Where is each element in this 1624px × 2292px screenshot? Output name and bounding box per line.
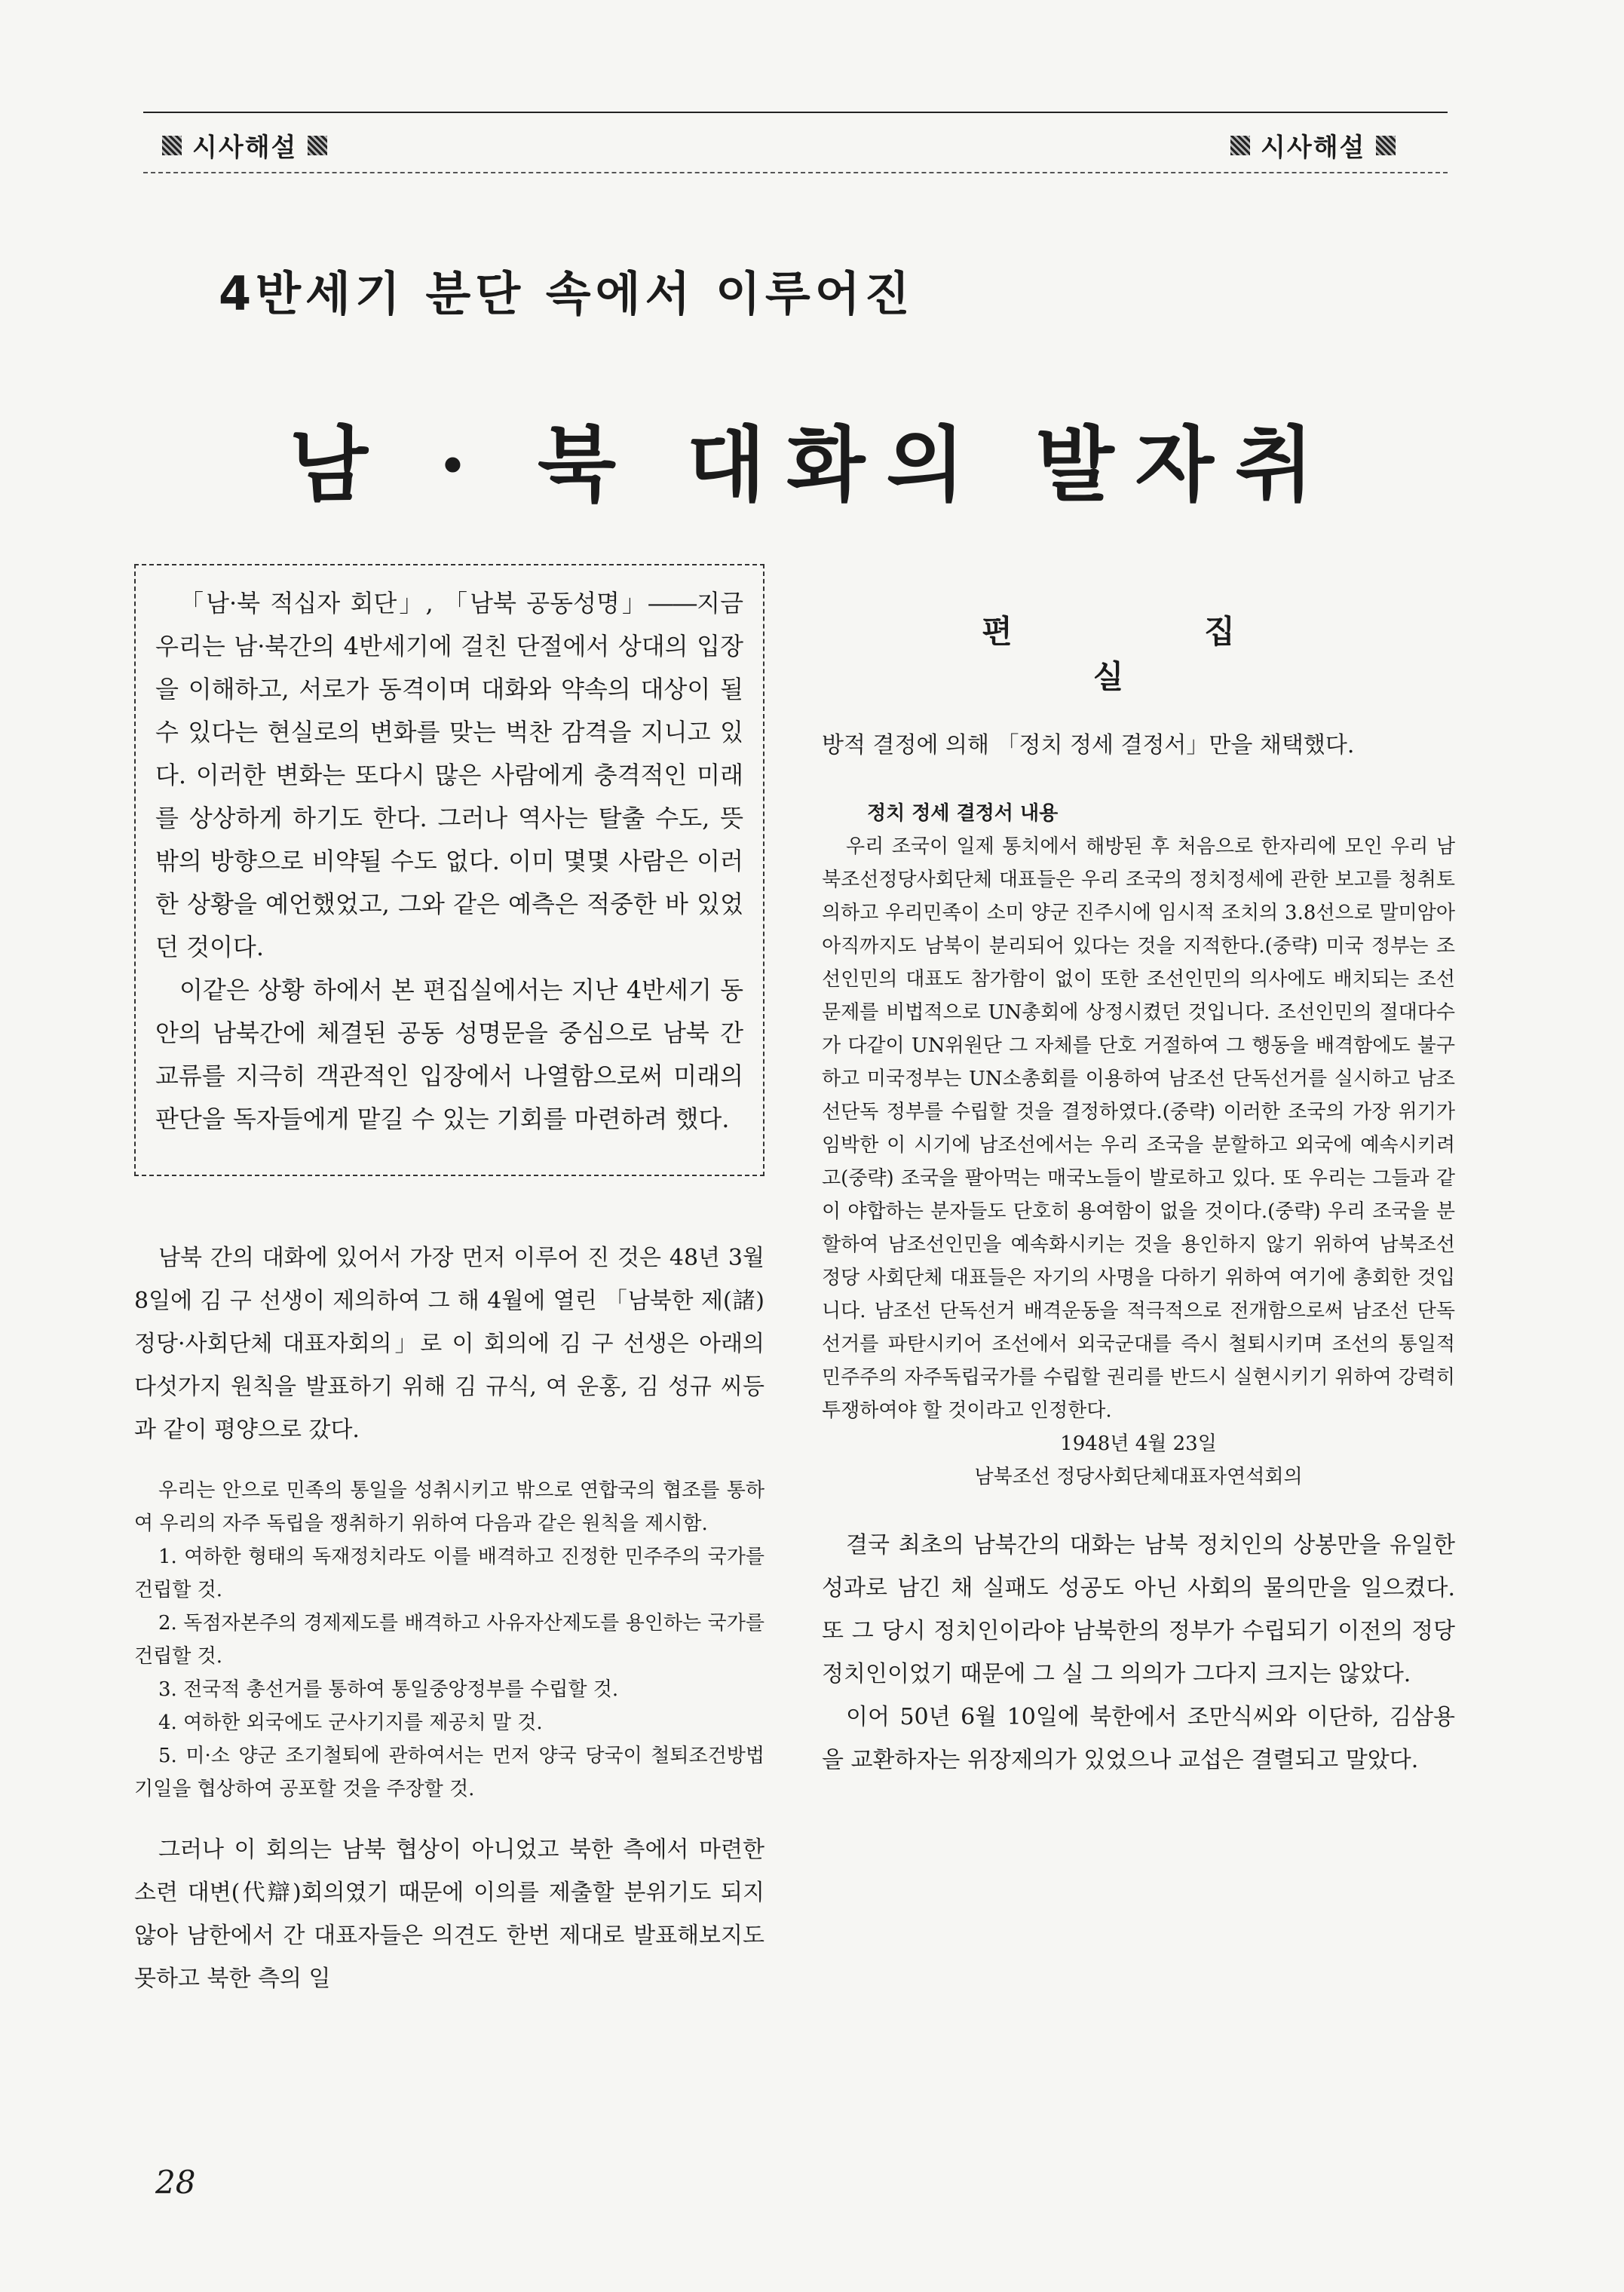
page-number: 28 [155, 2164, 196, 2201]
principle-item: 3. 전국적 총선거를 통하여 통일중앙정부를 수립할 것. [158, 1678, 619, 1701]
decision-signatory: 남북조선 정당사회단체대표자연석회의 [974, 1466, 1303, 1488]
pattern-square-icon [1376, 136, 1396, 155]
decision-heading: 정치 정세 결정서 내용 [867, 802, 1059, 825]
byline: 편 집 실 [982, 613, 1325, 695]
header-right-label: 시사해설 [1261, 133, 1366, 163]
article-subtitle: 4반세기 분단 속에서 이루어진 [219, 266, 915, 321]
decision-date: 1948년 4월 23일 [1060, 1432, 1217, 1455]
header-left-label: 시사해설 [192, 133, 298, 163]
principle-item: 1. 여하한 형태의 독재정치라도 이를 배격하고 진정한 민주주의 국가를 건립할 것. [134, 1546, 765, 1601]
header-bottom-rule [143, 172, 1448, 173]
body-paragraph: 결국 최초의 남북간의 대화는 남북 정치인의 상봉만을 유일한 성과로 남긴 채 실패도 성공도 아닌 사회의 물의만을 일으켰다. 또 그 당시 정치인이라야 남북한의 정부가 수립되기 이전의 정당 정치인이었기 때문에 그 실 그 의의가 그다지 크지는 않았다. [822, 1532, 1455, 1687]
pattern-square-icon [1230, 136, 1250, 155]
body-paragraph: 방적 결정에 의해 「정치 정세 결정서」만을 채택했다. [822, 732, 1355, 758]
intro-paragraph: 이같은 상황 하에서 본 편집실에서는 지난 4반세기 동안의 남북간에 체결된 공동 성명문을 중심으로 남북 간 교류를 지극히 객관적인 입장에서 나열함으로써 미래의 판단을 독자들에게 맡길 수 있는 기회를 마련하려 했다. [155, 976, 743, 1133]
pattern-square-icon [162, 136, 182, 155]
body-paragraph: 그러나 이 회의는 남북 협상이 아니었고 북한 측에서 마련한 소련 대변(代辯)회의였기 때문에 이의를 제출할 분위기도 되지 않아 남한에서 간 대표자들은 의견도 한번 제대로 발표해보지도 못하고 북한 측의 일 [134, 1837, 765, 1992]
header-left [162, 127, 327, 164]
intro-box [134, 564, 765, 1176]
body-paragraph: 이어 50년 6월 10일에 북한에서 조만식씨와 이단하, 김삼용을 교환하자는 위장제의가 있었으나 교섭은 결렬되고 말았다. [822, 1704, 1455, 1773]
intro-paragraph: 「남·북 적십자 회단」, 「남북 공동성명」――지금 우리는 남·북간의 4반세기에 걸친 단절에서 상대의 입장을 이해하고, 서로가 동격이며 대화와 약속의 대상이 될 수 있다는 현실로의 변화를 맞는 벅찬 감격을 지니고 있다. 이러한 변화는 또다시 많은 사람에게 충격적인 미래를 상상하게 하기도 한다. 그러나 역사는 탈출 수도, 뜻밖의 방향으로 비약될 수도 없다. 이미 몇몇 사람은 이러한 상황을 예언했었고, 그와 같은 예측은 적중한 바 있었던 것이다. [155, 589, 743, 961]
principle-item: 4. 여하한 외국에도 군사기지를 제공치 말 것. [158, 1711, 543, 1734]
header-top-rule [143, 112, 1448, 113]
principle-item: 5. 미·소 양군 조기철퇴에 관하여서는 먼저 양국 당국이 철퇴조건방법 기일을 협상하여 공포할 것을 주장할 것. [134, 1745, 765, 1800]
principles-intro: 우리는 안으로 민족의 통일을 성취시키고 밖으로 연합국의 협조를 통하여 우리의 자주 독립을 쟁취하기 위하여 다음과 같은 원칙을 제시함. [134, 1479, 765, 1535]
pattern-square-icon [308, 136, 327, 155]
decision-text: 우리 조국이 일제 통치에서 해방된 후 처음으로 한자리에 모인 우리 남북조선정당사회단체 대표들은 우리 조국의 정치정세에 관한 보고를 청취토의하고 우리민족이 소미 양군 진주시에 임시적 조치의 3.8선으로 말미암아 아직까지도 남북이 분리되어 있다는 것을 지적한다.(중략) 미국 정부는 조선인민의 대표도 참가함이 없이 또한 조선인민의 의사에도 배치되는 조선문제를 비법적으로 UN총회에 상정시켰던 것입니다. 조선인민의 절대다수가 다같이 UN위원단 그 자체를 단호 거절하여 그 행동을 배격함에도 불구하고 미국정부는 UN소총회를 이용하여 남조선 단독선거를 실시하고 남조선단독 정부를 수립할 것을 결정하였다.(중략) 이러한 조국의 가장 위기가 임박한 이 시기에 남조선에서는 우리 조국을 분할하고 외국에 예속시키려고(중략) 조국을 팔아먹는 매국노들이 발로하고 있다. 또 우리는 그들과 같이 야합하는 분자들도 단호히 용여함이 없을 것이다.(중략) 우리 조국을 분할하여 남조선인민을 예속화시키는 것을 용인하지 않기 위하여 남북조선 정당 사회단체 대표들은 자기의 사명을 다하기 위하여 여기에 총회한 것입니다. 남조선 단독선거 배격운동을 적극적으로 전개함으로써 남조선 단독선거를 파탄시키어 조선에서 외국군대를 즉시 철퇴시키며 조선의 통일적 민주주의 자주독립국가를 수립할 권리를 반드시 실현시키기 위하여 강력히 투쟁하여야 할 것이라고 인정한다. [822, 835, 1455, 1422]
header-right [1230, 127, 1396, 164]
left-column [134, 1236, 765, 2000]
body-paragraph: 남북 간의 대화에 있어서 가장 먼저 이루어 진 것은 48년 3월 8일에 김 구 선생이 제의하여 그 해 4월에 열린 「남북한 제(諸)정당·사회단체 대표자회의」로 이 회의에 김 구 선생은 아래의 다섯가지 원칙을 발표하기 위해 김 규식, 여 운홍, 김 성규 씨등과 같이 평양으로 갔다. [134, 1245, 765, 1443]
article-title: 남 · 북 대화의 발자취 [289, 418, 1335, 513]
right-column [822, 724, 1455, 1782]
principle-item: 2. 독점자본주의 경제제도를 배격하고 사유자산제도를 용인하는 국가를 건립할 것. [134, 1612, 765, 1668]
